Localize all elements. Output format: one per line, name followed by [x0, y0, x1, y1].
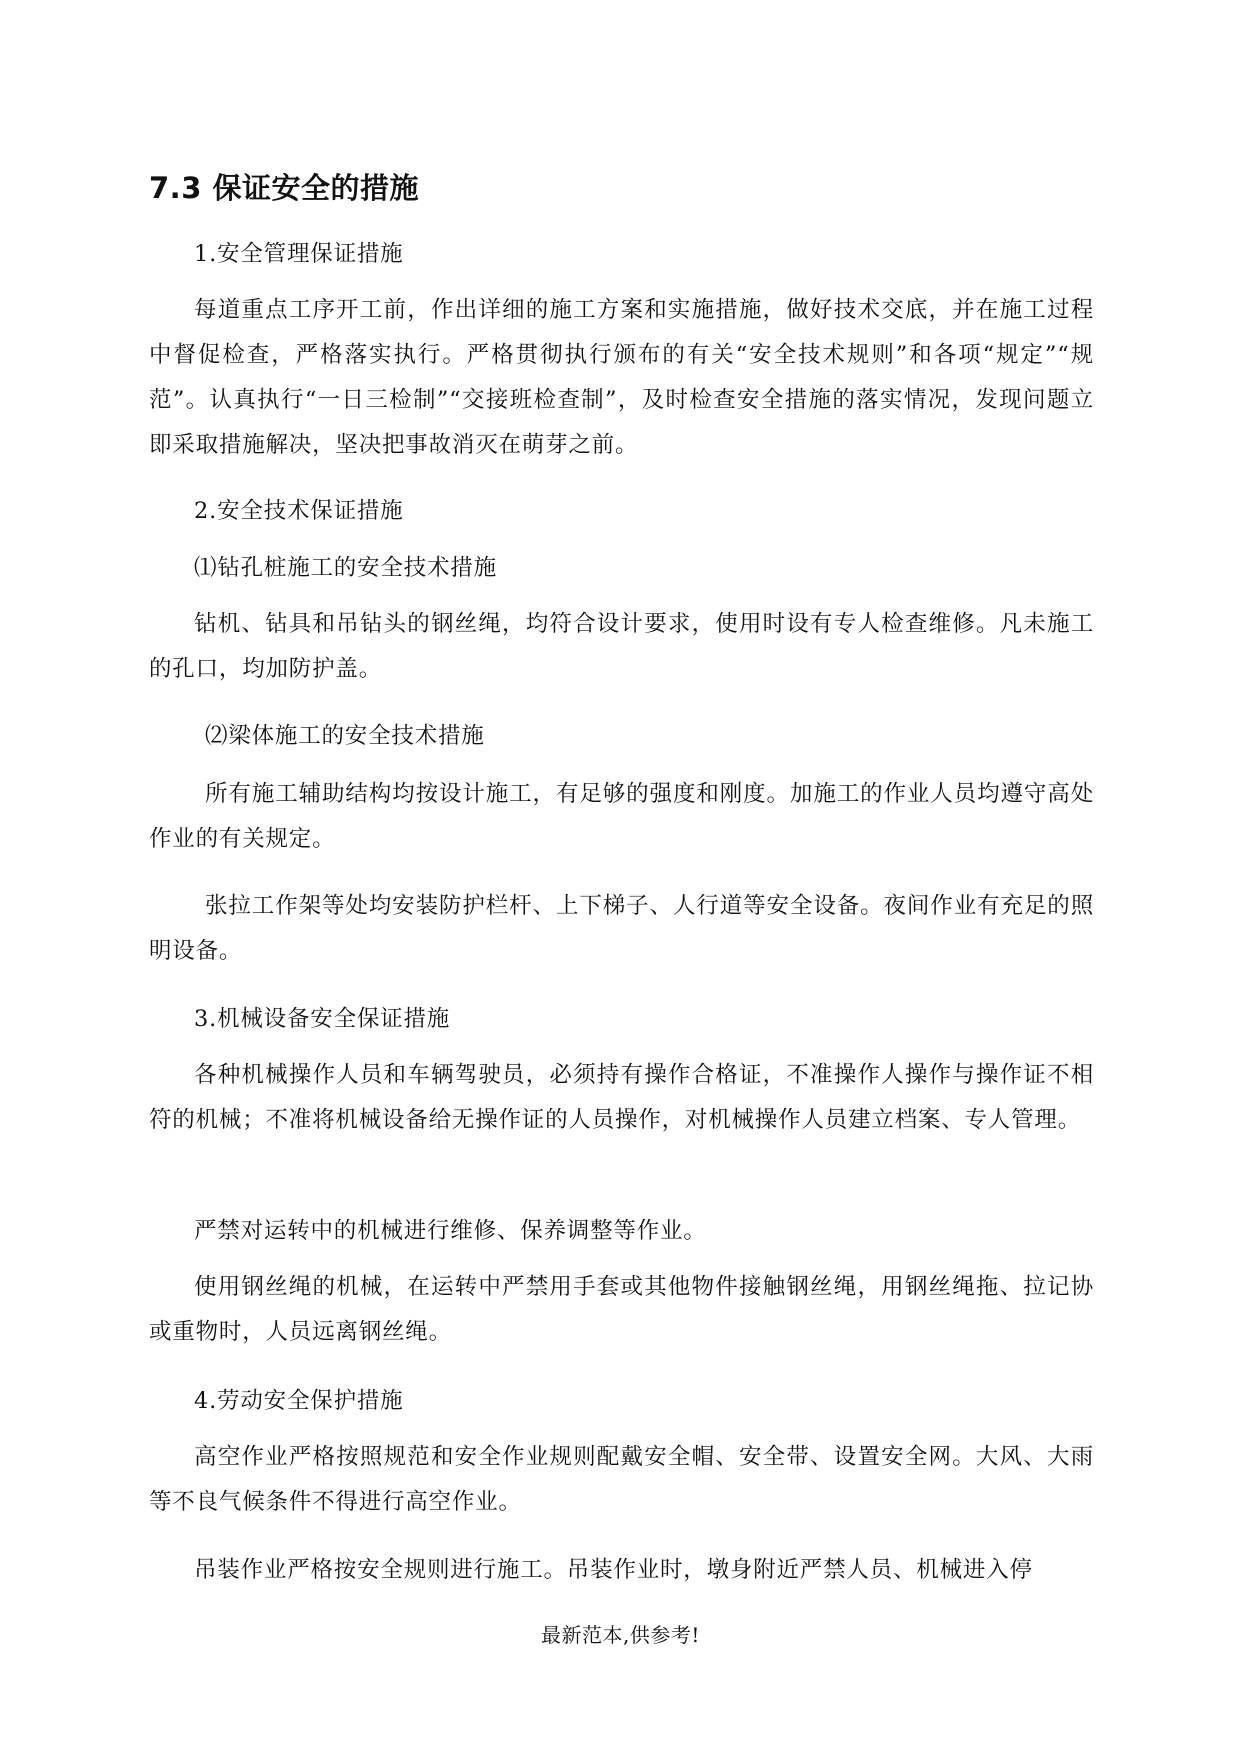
section-2-title: 2.安全技术保证措施 — [194, 498, 404, 524]
section-3-paragraph-1: 各种机械操作人员和车辆驾驶员，必须持有操作合格证，不准操作人操作与操作证不相符的机械；不准将机械设备给无操作证的人员操作，对机械操作人员建立档案、专人管理。 — [149, 1062, 1094, 1133]
page-footer: 最新范本,供参考! — [541, 1623, 700, 1647]
section-3-paragraph-2: 严禁对运转中的机械进行维修、保养调整等作业。 — [194, 1218, 707, 1244]
section-2-paragraph-1: 钻机、钻具和吊钻头的钢丝绳，均符合设计要求，使用时设有专人检查维修。凡未施工的孔口，均加防护盖。 — [149, 611, 1094, 682]
section-2-subtitle-2: ⑵梁体施工的安全技术措施 — [205, 723, 485, 749]
section-1-title: 1.安全管理保证措施 — [194, 241, 404, 267]
section-2-paragraph-2: 所有施工辅助结构均按设计施工，有足够的强度和刚度。加施工的作业人员均遵守高处作业的有关规定。 — [149, 781, 1094, 852]
section-1-paragraph-1: 每道重点工序开工前，作出详细的施工方案和实施措施，做好技术交底，并在施工过程中督促检查，严格落实执行。严格贯彻执行颁布的有关“安全技术规则”和各项“规定”“规范”。认真执行“一日三检制”“交接班检查制”，及时检查安全措施的落实情况，发现问题立即采取措施解决，坚决把事故消灭在萌芽之前。 — [149, 297, 1094, 458]
section-4-title: 4.劳动安全保护措施 — [194, 1388, 404, 1414]
section-heading: 7.3 保证安全的措施 — [149, 171, 419, 205]
section-3-title: 3.机械设备安全保证措施 — [194, 1006, 451, 1032]
section-2-subtitle-1: ⑴钻孔桩施工的安全技术措施 — [194, 555, 497, 581]
section-4-paragraph-1: 高空作业严格按照规范和安全作业规则配戴安全帽、安全带、设置安全网。大风、大雨等不良气候条件不得进行高空作业。 — [149, 1444, 1094, 1515]
section-4-paragraph-2: 吊装作业严格按安全规则进行施工。吊装作业时，墩身附近严禁人员、机械进入停 — [194, 1557, 1033, 1583]
section-2-paragraph-3: 张拉工作架等处均安装防护栏杆、上下梯子、人行道等安全设备。夜间作业有充足的照明设备。 — [149, 893, 1094, 964]
section-3-paragraph-3: 使用钢丝绳的机械，在运转中严禁用手套或其他物件接触钢丝绳，用钢丝绳拖、拉记协或重物时，人员远离钢丝绳。 — [149, 1274, 1094, 1345]
